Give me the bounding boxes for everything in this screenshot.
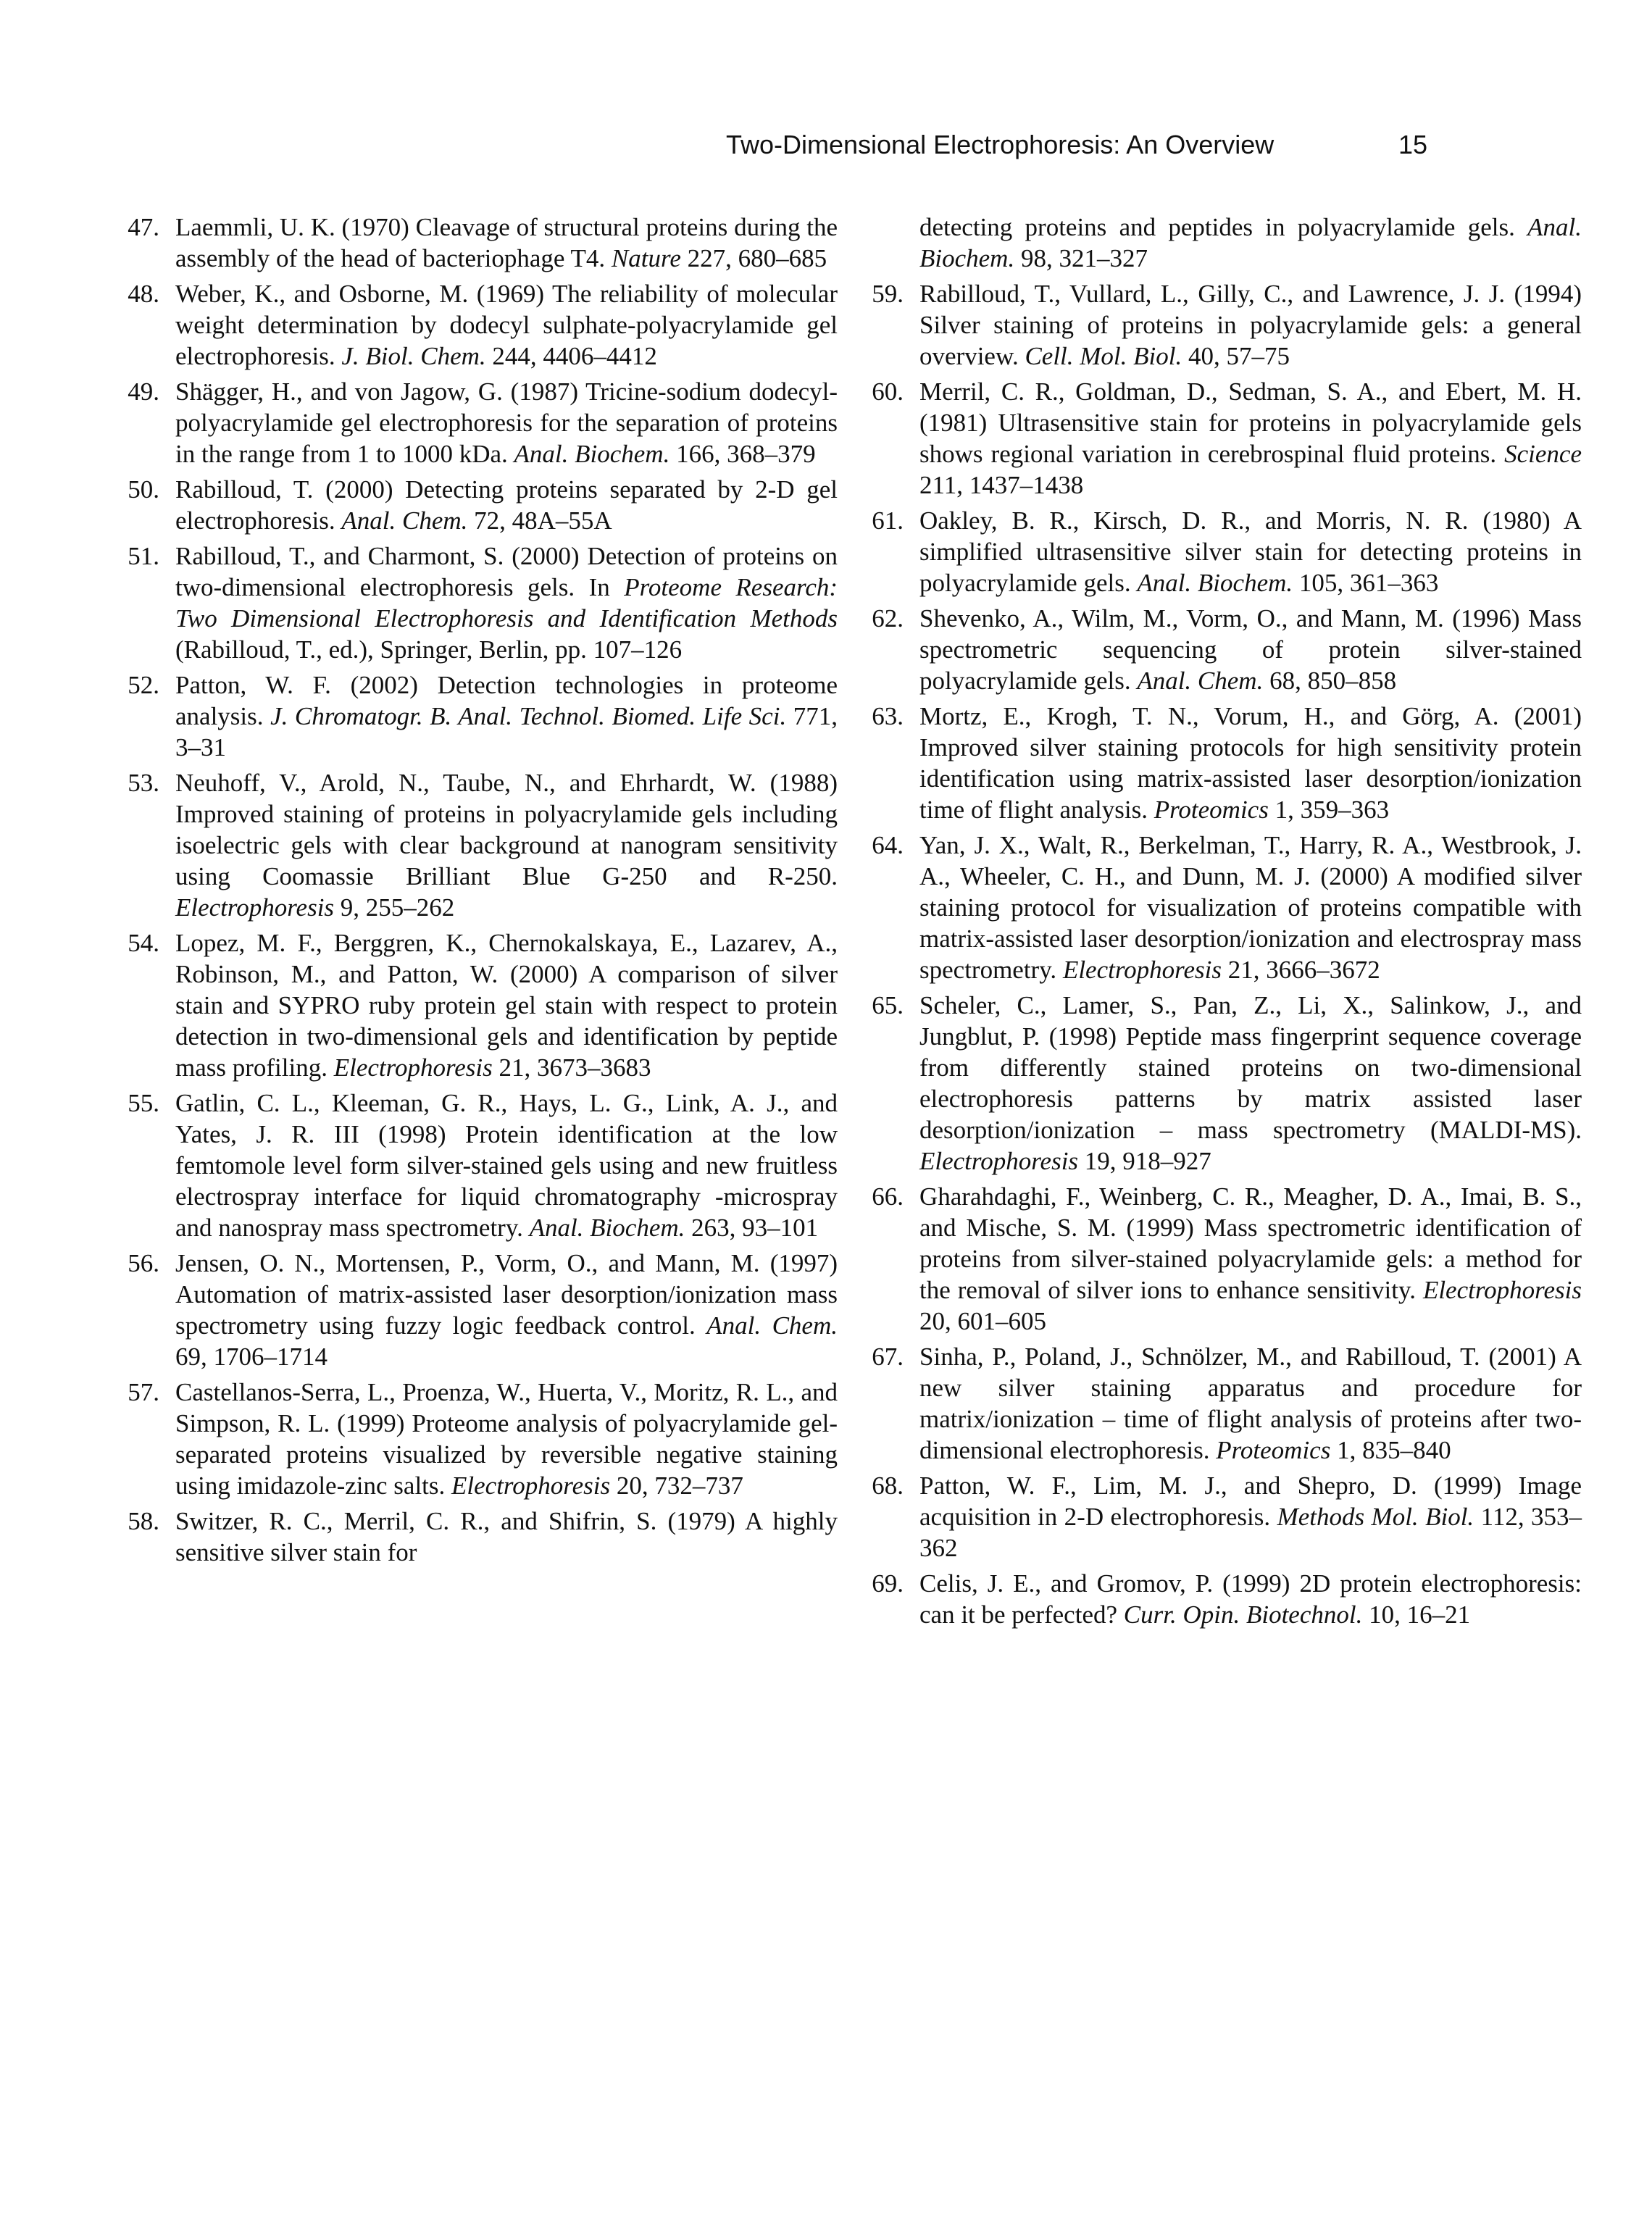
reference-number: 62. [872,604,904,633]
journal-title: Anal. Biochem. [919,213,1582,272]
reference-number: 67. [872,1343,904,1371]
reference-volume-pages: 771, 3–31 [175,702,838,761]
reference-text [919,376,1582,501]
reference-entry [112,212,838,274]
reference-number: 54. [128,929,159,957]
reference-body: Shägger, H., and von Jagow, G. (1987) Tricine-sodium dodecyl-polyacrylamide gel electrophoresis for the separation of proteins in the range from 1 to 1000 kDa. [175,377,838,468]
reference-text [919,212,1582,274]
reference-text [919,278,1582,372]
reference-number: 61. [872,506,904,535]
journal-title: Cell. Mol. Biol. [1025,342,1182,370]
reference-number: 53. [128,769,159,797]
reference-entry [112,767,838,923]
reference-entry [112,927,838,1083]
reference-entry [112,540,838,665]
reference-number: 63. [872,702,904,730]
reference-text [919,505,1582,598]
reference-entry [856,701,1582,825]
reference-body: Neuhoff, V., Arold, N., Taube, N., and Ehrhardt, W. (1988) Improved staining of proteins in polyacrylamide gels including isoelectric gels with clear background at nanogram sensitivity using Coomassie Brilliant Blue G-250 and R-250. [175,769,838,890]
reference-number: 50. [128,475,159,504]
reference-body: Jensen, O. N., Mortensen, P., Vorm, O., and Mann, M. (1997) Automation of matrix-assisted laser desorption/ionization mass spectrometry using fuzzy logic feedback control. [175,1249,838,1340]
reference-body: Patton, W. F. (2002) Detection technologies in proteome analysis. [175,671,838,730]
reference-body: Rabilloud, T. (2000) Detecting proteins separated by 2-D gel electrophoresis. [175,475,838,535]
reference-text [175,767,838,923]
reference-entry [856,278,1582,372]
journal-title: Anal. Biochem. [514,440,670,468]
reference-entry [112,474,838,536]
reference-number: 57. [128,1378,159,1406]
reference-number: 49. [128,377,159,406]
reference-entry [856,1470,1582,1564]
reference-entry [112,278,838,372]
reference-volume-pages: 40, 57–75 [1182,342,1290,370]
journal-title: Electrophoresis [1062,956,1222,984]
page-number: 15 [1398,130,1427,159]
reference-body: Rabilloud, T., and Charmont, S. (2000) Detection of proteins on two-dimensional electrophoresis gels. In [175,542,838,601]
reference-entry [856,212,1582,274]
journal-title: Curr. Opin. Biotechnol. [1123,1600,1363,1629]
reference-volume-pages: 227, 680–685 [680,244,827,272]
reference-volume-pages: 166, 368–379 [669,440,816,468]
reference-entry [112,1377,838,1501]
reference-number: 58. [128,1507,159,1535]
reference-volume-pages: 9, 255–262 [334,893,455,922]
reference-volume-pages: 20, 732–737 [610,1471,743,1500]
reference-text [919,701,1582,825]
reference-text [175,540,838,665]
reference-text [175,474,838,536]
reference-text [919,990,1582,1177]
reference-number: 55. [128,1089,159,1117]
reference-text [919,1181,1582,1337]
reference-body: Scheler, C., Lamer, S., Pan, Z., Li, X., Salinkow, J., and Jungblut, P. (1998) Peptide mass fingerprint sequence coverage from differently stained proteins on two-dimensional electrophoresis patterns by matrix assisted laser desorption/ionization – mass spectrometry (MALDI-MS). [919,991,1582,1144]
reference-body: Patton, W. F., Lim, M. J., and Shepro, D. (1999) Image acquisition in 2-D electrophoresis. [919,1471,1582,1531]
reference-text [175,927,838,1083]
reference-text [919,603,1582,696]
journal-title: Science [1504,440,1582,468]
journal-title: Proteome Research: Two Dimensional Electrophoresis and Identification Methods [175,573,838,633]
journal-title: Anal. Chem. [1137,667,1264,695]
reference-entry [112,1506,838,1568]
reference-volume-pages: 244, 4406–4412 [485,342,657,370]
reference-body: detecting proteins and peptides in polyacrylamide gels. [919,213,1528,241]
reference-volume-pages: 10, 16–21 [1362,1600,1471,1629]
journal-title: Proteomics [1216,1436,1331,1464]
reference-volume-pages: 19, 918–927 [1078,1147,1211,1175]
journal-title: Anal. Biochem. [1137,569,1293,597]
reference-entry [856,505,1582,598]
reference-number: 69. [872,1569,904,1598]
journal-title: Nature [611,244,681,272]
reference-body: Gatlin, C. L., Kleeman, G. R., Hays, L. G., Link, A. J., and Yates, J. R. III (1998) Protein identification at the low femtomole level form silver-stained gels using and new fruitless electrospray interface for liquid chromatography -microspray and nanospray mass spectrometry. [175,1089,838,1242]
reference-volume-pages: 211, 1437–1438 [919,471,1084,499]
journal-title: J. Chromatogr. B. Anal. Technol. Biomed. Life Sci. [270,702,787,730]
journal-title: Anal. Chem. [341,506,468,535]
reference-text [175,278,838,372]
reference-text [175,376,838,469]
journal-title: Electrophoresis [333,1053,493,1082]
reference-volume-pages: 98, 321–327 [1014,244,1148,272]
reference-entry [112,1088,838,1243]
reference-volume-pages: 105, 361–363 [1293,569,1439,597]
reference-column-right [856,212,1582,1635]
journal-title: Electrophoresis [919,1147,1079,1175]
reference-entry [856,1568,1582,1630]
reference-text [175,1506,838,1568]
reference-number: 47. [128,213,159,241]
reference-volume-pages: 1, 359–363 [1268,796,1390,824]
reference-column-left [112,212,838,1572]
reference-entry [856,830,1582,985]
journal-title: Anal. Chem. [706,1311,838,1340]
reference-volume-pages: 1, 835–840 [1330,1436,1451,1464]
reference-body: Weber, K., and Osborne, M. (1969) The reliability of molecular weight determination by dodecyl sulphate-polyacrylamide gel electrophoresis. [175,280,838,370]
reference-body: Merril, C. R., Goldman, D., Sedman, S. A., and Ebert, M. H. (1981) Ultrasensitive stain for proteins in polyacrylamide gels shows regional variation in cerebrospinal fluid proteins. [919,377,1582,468]
journal-title: Proteomics [1154,796,1269,824]
reference-body: Switzer, R. C., Merril, C. R., and Shifrin, S. (1979) A highly sensitive silver stain for [175,1507,838,1566]
reference-volume-pages: 21, 3673–3683 [492,1053,651,1082]
reference-entry [856,1341,1582,1466]
reference-volume-pages: 68, 850–858 [1263,667,1397,695]
reference-entry [112,1248,838,1372]
journal-title: Electrophoresis [1422,1276,1582,1304]
reference-body: Mortz, E., Krogh, T. N., Vorum, H., and Görg, A. (2001) Improved silver staining protocols for high sensitivity protein identification using matrix-assisted laser desorption/ionization time of flight analysis. [919,702,1582,824]
journal-title: Electrophoresis [451,1471,611,1500]
reference-body: Gharahdaghi, F., Weinberg, C. R., Meagher, D. A., Imai, B. S., and Mische, S. M. (1999) Mass spectrometric identification of proteins from silver-stained polyacrylamide gels: a method for the removal of silver ions to enhance sensitivity. [919,1182,1582,1304]
reference-body: Shevenko, A., Wilm, M., Vorm, O., and Mann, M. (1996) Mass spectrometric sequencing of protein silver-stained polyacrylamide gels. [919,604,1582,695]
reference-number: 65. [872,991,904,1019]
reference-body: Lopez, M. F., Berggren, K., Chernokalskaya, E., Lazarev, A., Robinson, M., and Patton, W. (2000) A comparison of silver stain and SYPRO ruby protein gel stain with respect to protein detection in two-dimensional gels and identification by peptide mass profiling. [175,929,838,1082]
reference-text [919,1470,1582,1564]
reference-volume-pages: 263, 93–101 [685,1214,819,1242]
reference-text [175,669,838,763]
reference-entry [856,376,1582,501]
reference-body: Sinha, P., Poland, J., Schnölzer, M., and Rabilloud, T. (2001) A new silver staining apparatus and procedure for matrix/ionization – time of flight analysis of proteins after two-dimensional electrophoresis. [919,1343,1582,1464]
journal-title: J. Biol. Chem. [341,342,486,370]
reference-text [175,1377,838,1501]
reference-number: 52. [128,671,159,699]
reference-number: 66. [872,1182,904,1211]
reference-text [175,212,838,274]
reference-number: 60. [872,377,904,406]
reference-number: 59. [872,280,904,308]
reference-number: 56. [128,1249,159,1277]
reference-text [175,1088,838,1243]
reference-body: Oakley, B. R., Kirsch, D. R., and Morris, N. R. (1980) A simplified ultrasensitive silver stain for detecting proteins in polyacrylamide gels. [919,506,1582,597]
reference-body: Castellanos-Serra, L., Proenza, W., Huerta, V., Moritz, R. L., and Simpson, R. L. (1999) Proteome analysis of polyacrylamide gel-separated proteins visualized by reversible negative staining using imidazole-zinc salts. [175,1378,838,1500]
reference-text [919,830,1582,985]
reference-volume-pages: 21, 3666–3672 [1221,956,1380,984]
running-title: Two-Dimensional Electrophoresis: An Overview [726,130,1275,159]
reference-entry [856,990,1582,1177]
reference-volume-pages: 69, 1706–1714 [175,1343,328,1371]
reference-entry [112,669,838,763]
reference-number: 48. [128,280,159,308]
reference-body: Celis, J. E., and Gromov, P. (1999) 2D protein electrophoresis: can it be perfected? [919,1569,1582,1629]
reference-entry [856,603,1582,696]
reference-number: 51. [128,542,159,570]
journal-title: Methods Mol. Biol. [1277,1503,1474,1531]
reference-body: Laemmli, U. K. (1970) Cleavage of structural proteins during the assembly of the head of bacteriophage T4. [175,213,838,272]
reference-number: 68. [872,1471,904,1500]
journal-title: Electrophoresis [175,893,335,922]
reference-number: 64. [872,831,904,859]
reference-text [919,1341,1582,1466]
reference-volume-pages: 20, 601–605 [919,1307,1046,1335]
reference-volume-pages: (Rabilloud, T., ed.), Springer, Berlin, pp. 107–126 [175,635,683,664]
reference-volume-pages: 112, 353–362 [919,1503,1582,1562]
reference-text [919,1568,1582,1630]
reference-volume-pages: 72, 48A–55A [467,506,612,535]
reference-body: Rabilloud, T., Vullard, L., Gilly, C., and Lawrence, J. J. (1994) Silver staining of proteins in polyacrylamide gels: a general overview. [919,280,1582,370]
reference-entry [856,1181,1582,1337]
reference-body: Yan, J. X., Walt, R., Berkelman, T., Harry, R. A., Westbrook, J. A., Wheeler, C. H., and Dunn, M. J. (2000) A modified silver staining protocol for visualization of proteins compatible with matrix-assisted laser desorption/ionization and electrospray mass spectrometry. [919,831,1582,984]
journal-title: Anal. Biochem. [529,1214,685,1242]
reference-text [175,1248,838,1372]
reference-entry [112,376,838,469]
